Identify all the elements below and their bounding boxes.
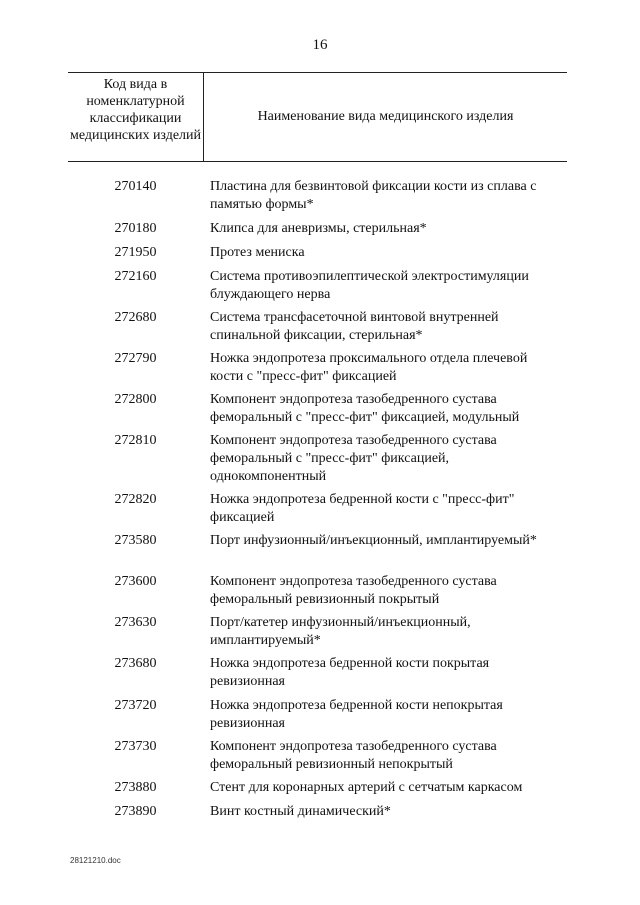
row-code: 273680 [114, 656, 157, 671]
row-code: 273720 [114, 698, 157, 713]
row-name: Ножка эндопротеза бедренной кости с "пресс-фит" фиксацией [210, 492, 515, 525]
row-name: Порт/катетер инфузионный/инъекционный, имплантируемый* [210, 615, 471, 648]
row-name: Компонент эндопротеза тазобедренного сустава феморальный ревизионный непокрытый [210, 739, 497, 772]
row-name: Винт костный динамический* [210, 804, 391, 819]
row-code: 272810 [114, 433, 157, 448]
document-filename: 28121210.doc [70, 856, 121, 865]
row-code: 273880 [114, 780, 157, 795]
row-name: Протез мениска [210, 245, 305, 260]
table-header [68, 72, 567, 162]
row-name: Порт инфузионный/инъекционный, имплантируемый* [210, 533, 537, 548]
header-name-column: Наименование вида медицинского изделия [257, 109, 514, 124]
row-code: 273600 [114, 574, 157, 589]
header-code-column: Код вида в номенклатурной классификации медицинских изделий [69, 77, 202, 143]
row-code: 272680 [114, 310, 157, 325]
row-name: Клипса для аневризмы, стерильная* [210, 221, 427, 236]
row-code: 272820 [114, 492, 157, 507]
row-code: 270180 [114, 221, 157, 236]
row-code: 273630 [114, 615, 157, 630]
page-number: 16 [312, 37, 328, 53]
row-code: 272160 [114, 269, 157, 284]
row-code: 273890 [114, 804, 157, 819]
row-name: Компонент эндопротеза тазобедренного сустава феморальный ревизионный покрытый [210, 574, 497, 607]
row-name: Компонент эндопротеза тазобедренного сустава феморальный с "пресс-фит" фиксацией, модульный [210, 392, 520, 425]
row-code: 272790 [114, 351, 157, 366]
row-code: 273580 [114, 533, 157, 548]
row-code: 271950 [114, 245, 157, 260]
row-code: 272800 [114, 392, 157, 407]
row-name: Стент для коронарных артерий с сетчатым каркасом [210, 780, 523, 795]
row-code: 270140 [114, 179, 157, 194]
row-name: Ножка эндопротеза бедренной кости непокрытая ревизионная [210, 698, 503, 731]
row-name: Компонент эндопротеза тазобедренного сустава феморальный с "пресс-фит" фиксацией, однокомпонентный [210, 433, 497, 484]
row-code: 273730 [114, 739, 157, 754]
row-name: Ножка эндопротеза бедренной кости покрытая ревизионная [210, 656, 490, 689]
row-name: Пластина для безвинтовой фиксации кости из сплава с памятью формы* [210, 179, 537, 212]
row-name: Система противоэпилептической электростимуляции блуждающего нерва [210, 269, 529, 302]
row-name: Ножка эндопротеза проксимального отдела плечевой кости с "пресс-фит" фиксацией [210, 351, 528, 384]
row-name: Система трансфасеточной винтовой внутренней спинальной фиксации, стерильная* [210, 310, 499, 343]
